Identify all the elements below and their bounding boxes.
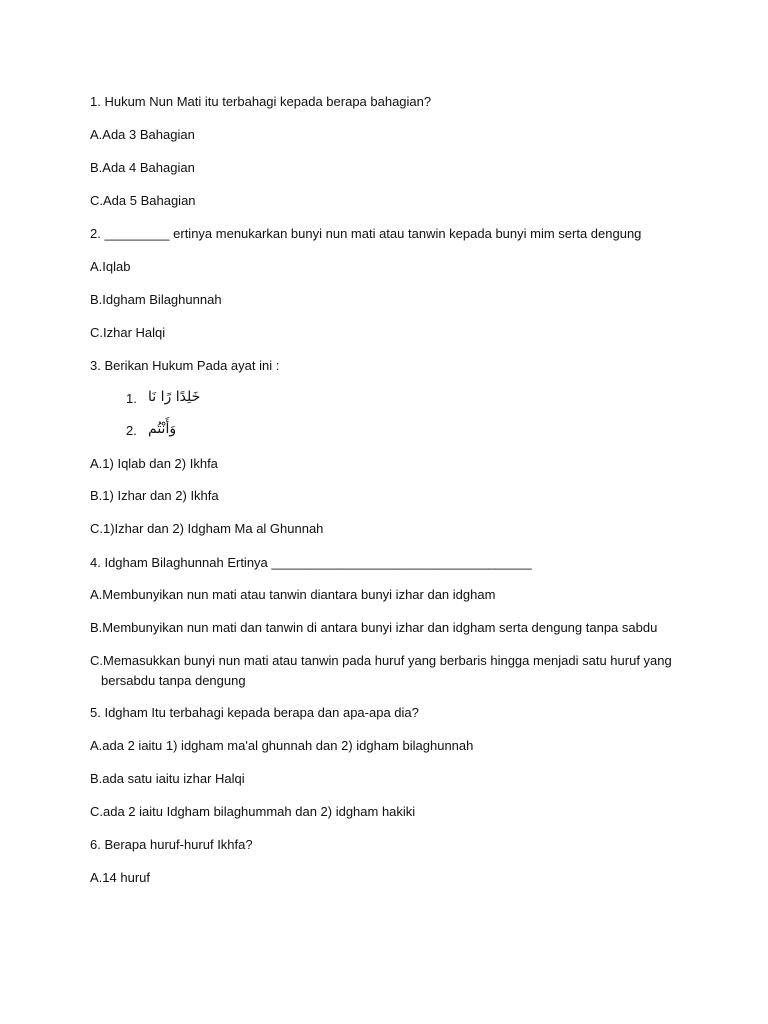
option-1a: A.Ada 3 Bahagian [90,127,195,142]
option-1c: C.Ada 5 Bahagian [90,193,196,208]
option-4b: B.Membunyikan nun mati dan tanwin di antara bunyi izhar dan idgham serta dengung tanpa sabdu [90,620,658,635]
question-2: 2. _________ ertinya menukarkan bunyi nun mati atau tanwin kepada bunyi mim serta dengung [90,226,642,241]
option-2c: C.Izhar Halqi [90,325,166,340]
option-4c: C.Memasukkan bunyi nun mati atau tanwin pada huruf yang berbaris hingga menjadi satu huruf yang [90,653,672,668]
option-1b: B.Ada 4 Bahagian [90,160,195,175]
question-5: 5. Idgham Itu terbahagi kepada berapa dan apa-apa dia? [90,705,419,720]
option-4c-continued: bersabdu tanpa dengung [101,673,246,688]
option-3c: C.1)Izhar dan 2) Idgham Ma al Ghunnah [90,521,324,536]
question-3: 3. Berikan Hukum Pada ayat ini : [90,358,280,373]
option-5b: B.ada satu iaitu izhar Halqi [90,771,245,786]
ayat-2-number: 2. [126,423,137,438]
option-3b: B.1) Izhar dan 2) Ikhfa [90,488,219,503]
question-4: 4. Idgham Bilaghunnah Ertinya ____________________________________ [90,555,532,570]
option-5a: A.ada 2 iaitu 1) idgham ma'al ghunnah dan 2) idgham bilaghunnah [90,738,474,753]
option-6a: A.14 huruf [90,870,150,885]
question-6: 6. Berapa huruf-huruf Ikhfa? [90,837,253,852]
ayat-2-arabic: وَأَنْتُم [148,421,177,437]
ayat-1-arabic: خَلِدًا رًا نَا [148,389,201,405]
option-2b: B.Idgham Bilaghunnah [90,292,222,307]
ayat-1-number: 1. [126,391,137,406]
option-2a: A.Iqlab [90,259,131,274]
question-1: 1. Hukum Nun Mati itu terbahagi kepada berapa bahagian? [90,94,432,109]
option-3a: A.1) Iqlab dan 2) Ikhfa [90,456,218,471]
option-4a: A.Membunyikan nun mati atau tanwin diantara bunyi izhar dan idgham [90,587,496,602]
option-5c: C.ada 2 iaitu Idgham bilaghummah dan 2) idgham hakiki [90,804,416,819]
